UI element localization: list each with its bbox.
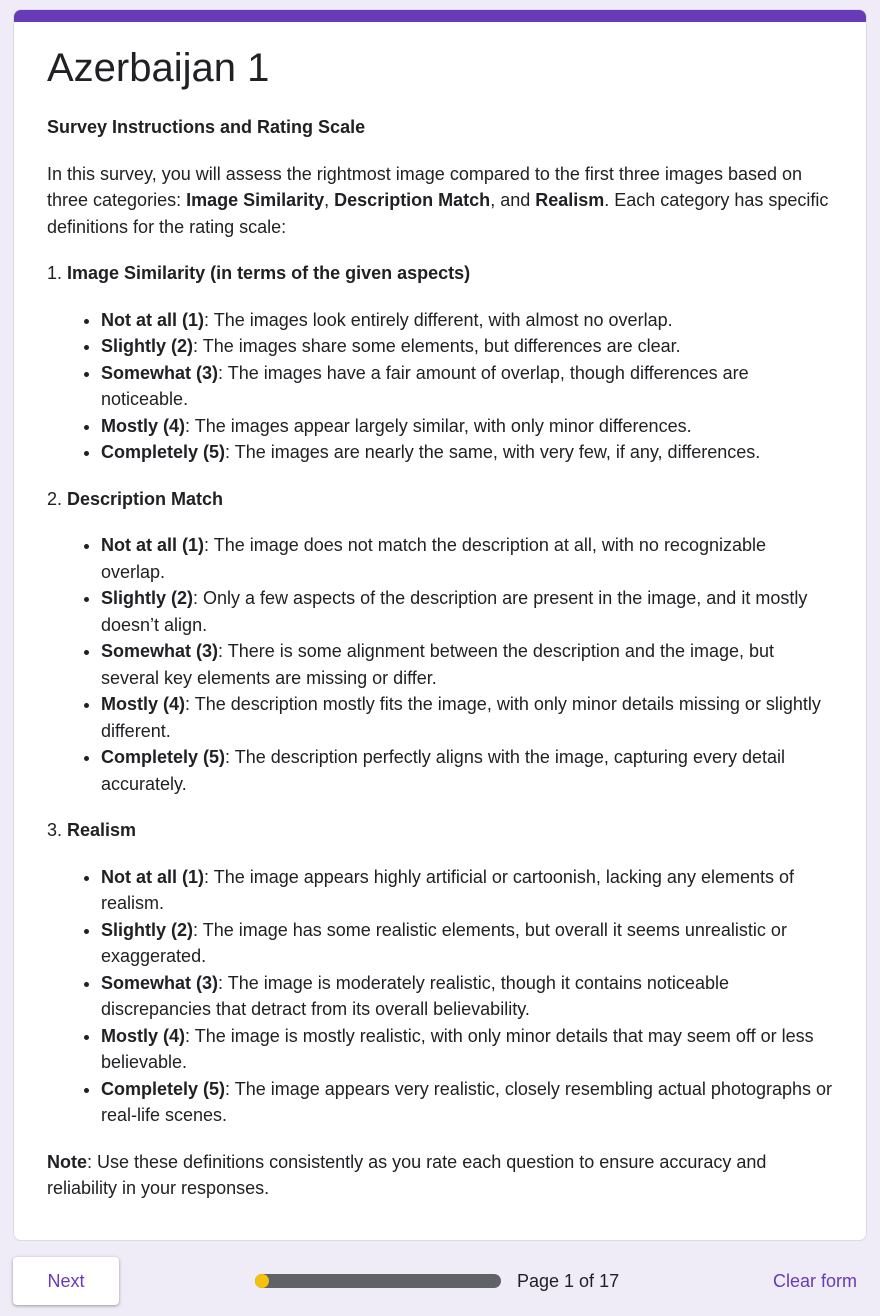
rating-label: Not at all (1) xyxy=(101,866,205,887)
section-number: 3. xyxy=(47,820,68,840)
intro-category-realism: Realism xyxy=(535,190,605,210)
list-item xyxy=(101,360,833,413)
rating-scale-list xyxy=(47,864,833,1129)
rating-label: Completely (5) xyxy=(101,1078,226,1099)
note xyxy=(47,1149,833,1202)
next-button[interactable]: Next xyxy=(13,1257,119,1305)
section-heading xyxy=(47,817,833,844)
rating-definition: : The image appears very realistic, closely resembling actual photographs or real-life scenes. xyxy=(101,1078,833,1125)
section-heading xyxy=(47,486,833,513)
form-title: Azerbaijan 1 xyxy=(47,46,270,90)
rating-scale-list xyxy=(47,307,833,466)
rating-label: Completely (5) xyxy=(101,747,226,767)
rating-label: Somewhat (3) xyxy=(101,641,219,661)
intro-text: , xyxy=(324,190,335,210)
clear-form-button[interactable]: Clear form xyxy=(772,1271,857,1291)
rating-sections xyxy=(47,260,833,1129)
note-text: : Use these definitions consistently as you rate each question to ensure accuracy and reliability in your responses. xyxy=(47,1151,767,1198)
list-item xyxy=(101,1023,833,1076)
rating-definition: : The images have a fair amount of overlap, though differences are noticeable. xyxy=(101,362,749,409)
list-item xyxy=(101,585,833,638)
list-item xyxy=(101,970,833,1023)
intro-text: , and xyxy=(490,190,536,210)
intro-category-description: Description Match xyxy=(334,190,491,210)
list-item xyxy=(101,744,833,797)
section-number: 1. xyxy=(47,263,68,283)
rating-definition: : The images share some elements, but differences are clear. xyxy=(193,336,681,356)
list-item xyxy=(101,864,833,917)
form-header-card xyxy=(13,9,867,1241)
instructions-heading: Survey Instructions and Rating Scale xyxy=(47,117,366,137)
section-name: Image Similarity (in terms of the given aspects) xyxy=(67,263,471,283)
note-label: Note xyxy=(47,1151,87,1172)
rating-definition: : The description perfectly aligns with the image, capturing every detail accurately. xyxy=(101,747,785,794)
rating-scale-list xyxy=(47,532,833,797)
form-description xyxy=(47,114,833,1202)
list-item xyxy=(101,691,833,744)
list-item xyxy=(101,413,833,440)
rating-label: Not at all (1) xyxy=(101,309,205,330)
rating-label: Somewhat (3) xyxy=(101,972,219,993)
rating-label: Slightly (2) xyxy=(101,588,194,608)
rating-definition: : The images look entirely different, with almost no overlap. xyxy=(204,309,673,330)
rating-definition: : The image does not match the description at all, with no recognizable overlap. xyxy=(101,535,767,582)
section-heading xyxy=(47,260,833,287)
rating-label: Mostly (4) xyxy=(101,1025,186,1046)
section-number: 2. xyxy=(47,488,68,509)
rating-definition: : The image is moderately realistic, though it contains noticeable discrepancies that detract from its overall believability. xyxy=(101,972,729,1019)
rating-definition: : Only a few aspects of the description are present in the image, and it mostly doesn’t align. xyxy=(101,588,808,635)
rating-label: Slightly (2) xyxy=(101,336,194,356)
section-name: Description Match xyxy=(67,488,224,509)
list-item xyxy=(101,333,833,360)
rating-label: Mostly (4) xyxy=(101,694,186,714)
rating-definition: : There is some alignment between the description and the image, but several key elements are missing or differ. xyxy=(101,641,775,688)
list-item xyxy=(101,532,833,585)
rating-definition: : The images are nearly the same, with very few, if any, differences. xyxy=(225,442,761,462)
intro-category-similarity: Image Similarity xyxy=(186,190,325,210)
rating-label: Completely (5) xyxy=(101,442,226,462)
rating-label: Somewhat (3) xyxy=(101,362,219,383)
rating-definition: : The description mostly fits the image, with only minor details missing or slightly different. xyxy=(101,694,821,741)
progress-bar xyxy=(255,1274,501,1288)
rating-label: Slightly (2) xyxy=(101,919,194,940)
form-footer xyxy=(13,1257,867,1305)
list-item xyxy=(101,307,833,334)
list-item xyxy=(101,439,833,466)
rating-label: Not at all (1) xyxy=(101,535,205,555)
instructions-intro xyxy=(47,161,833,241)
rating-definition: : The image appears highly artificial or cartoonish, lacking any elements of realism. xyxy=(101,866,794,913)
page-indicator: Page 1 of 17 xyxy=(517,1271,620,1291)
rating-definition: : The image is mostly realistic, with only minor details that may seem off or less believable. xyxy=(101,1025,814,1072)
section-name: Realism xyxy=(67,820,137,840)
rating-label: Mostly (4) xyxy=(101,415,186,436)
intro-text: In this survey, you will assess the rightmost image compared to the first three images based on three categories: xyxy=(47,163,803,210)
progress-bar-fill xyxy=(255,1274,269,1288)
rating-definition: : The image has some realistic elements, but overall it seems unrealistic or exaggerated. xyxy=(101,919,787,966)
list-item xyxy=(101,917,833,970)
list-item xyxy=(101,1076,833,1129)
list-item xyxy=(101,638,833,691)
accent-bar xyxy=(14,10,866,22)
rating-definition: : The images appear largely similar, with only minor differences. xyxy=(185,415,692,436)
intro-text: . Each category has specific definitions for the rating scale: xyxy=(47,190,829,237)
